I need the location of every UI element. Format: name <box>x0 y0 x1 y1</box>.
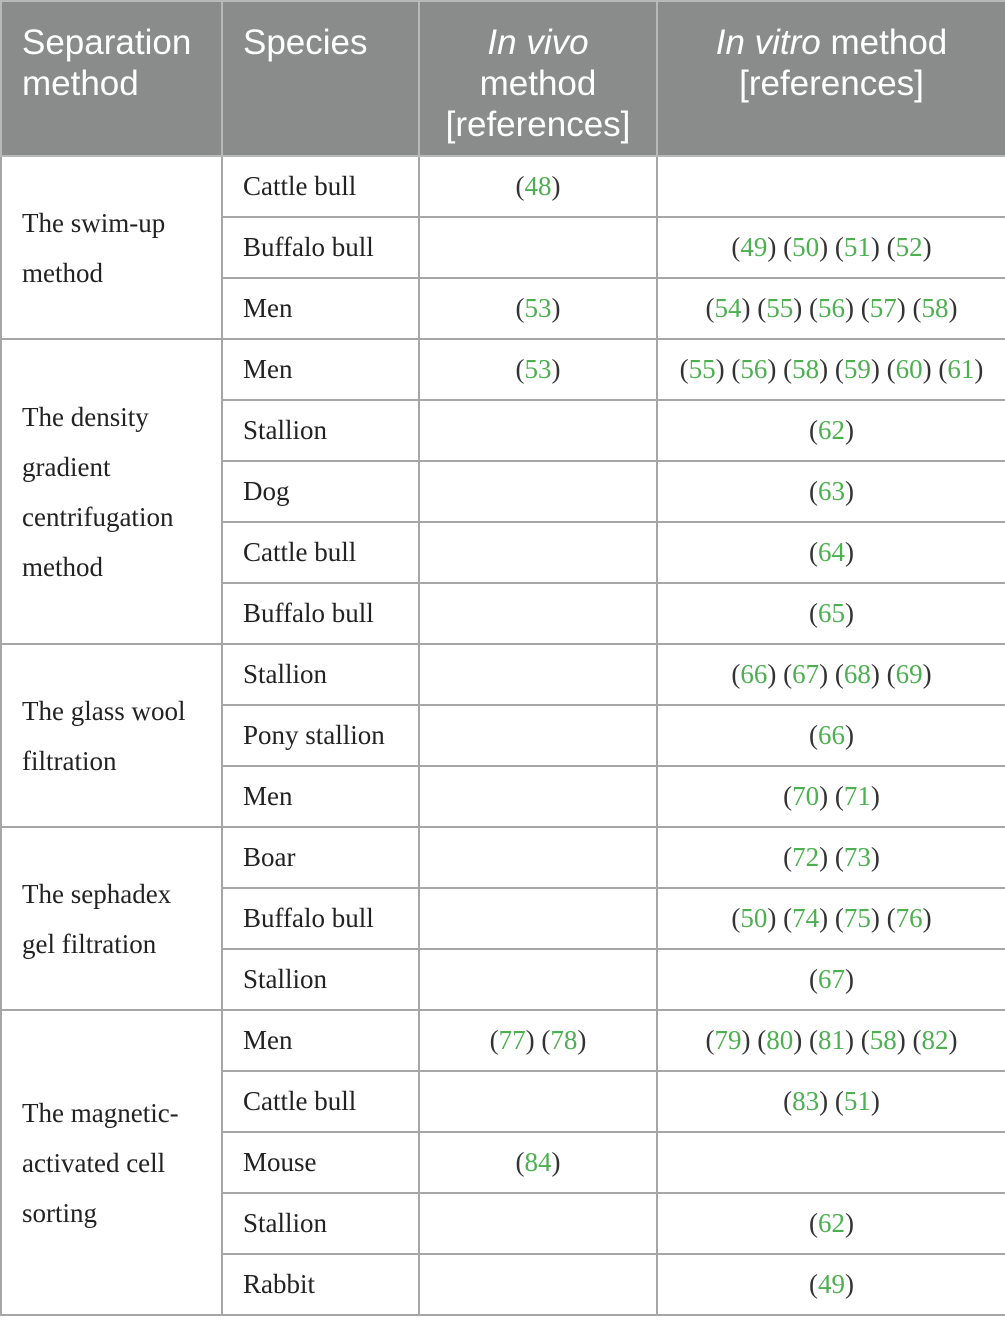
reference-citation: (51) <box>834 1086 880 1116</box>
reference-link[interactable]: 61 <box>947 354 975 384</box>
reference-link[interactable]: 62 <box>818 415 845 445</box>
reference-citation: (81) <box>809 1025 854 1055</box>
in-vivo-references-cell <box>419 339 657 400</box>
reference-citation: (56) <box>809 293 854 323</box>
reference-citation: (73) <box>834 842 880 872</box>
reference-link[interactable]: 66 <box>818 720 845 750</box>
reference-citation: (67) <box>783 659 829 689</box>
reference-citation: (66) <box>809 720 854 750</box>
species-cell: Men <box>222 766 419 827</box>
species-cell: Men <box>222 339 419 400</box>
in-vitro-references-cell <box>657 1010 1005 1071</box>
reference-link[interactable]: 77 <box>498 1025 526 1055</box>
reference-link[interactable]: 66 <box>740 659 768 689</box>
reference-link[interactable]: 72 <box>792 842 820 872</box>
in-vivo-references-cell <box>419 949 657 1010</box>
species-cell: Boar <box>222 827 419 888</box>
species-cell: Stallion <box>222 644 419 705</box>
reference-citation: (72) <box>783 842 829 872</box>
reference-citation: (71) <box>834 781 880 811</box>
reference-link[interactable]: 48 <box>524 171 552 201</box>
in-vivo-references-cell <box>419 400 657 461</box>
in-vivo-references-cell <box>419 644 657 705</box>
in-vitro-references-cell <box>657 278 1005 339</box>
in-vitro-references-cell <box>657 217 1005 278</box>
species-cell: Stallion <box>222 1193 419 1254</box>
in-vitro-references-cell <box>657 156 1005 217</box>
reference-link[interactable]: 55 <box>766 293 794 323</box>
reference-citation: (77) <box>489 1025 535 1055</box>
in-vivo-references-cell <box>419 1254 657 1315</box>
header-separation-method: Separation method <box>1 1 222 156</box>
reference-link[interactable]: 63 <box>818 476 845 506</box>
reference-citation: (63) <box>809 476 854 506</box>
species-cell: Dog <box>222 461 419 522</box>
in-vivo-references-cell <box>419 766 657 827</box>
separation-method-cell: The density gradient centrifugation method <box>1 339 222 644</box>
header-in-vivo-rest: method [references] <box>445 64 631 144</box>
reference-link[interactable]: 62 <box>818 1208 845 1238</box>
reference-citation: (66) <box>731 659 777 689</box>
reference-citation: (48) <box>515 171 561 201</box>
in-vitro-references-cell <box>657 461 1005 522</box>
reference-citation: (54) <box>705 293 751 323</box>
reference-citation: (53) <box>515 293 561 323</box>
species-cell: Stallion <box>222 400 419 461</box>
reference-citation: (70) <box>783 781 829 811</box>
reference-link[interactable]: 56 <box>818 293 845 323</box>
reference-link[interactable]: 67 <box>818 964 845 994</box>
reference-citation: (78) <box>541 1025 587 1055</box>
reference-citation: (65) <box>809 598 854 628</box>
species-cell: Pony stallion <box>222 705 419 766</box>
in-vivo-references-cell <box>419 1071 657 1132</box>
reference-link[interactable]: 74 <box>792 903 820 933</box>
reference-link[interactable]: 83 <box>792 1086 820 1116</box>
table-row <box>1 1010 1005 1071</box>
reference-link[interactable]: 59 <box>843 354 871 384</box>
reference-citation: (53) <box>515 354 561 384</box>
species-cell: Stallion <box>222 949 419 1010</box>
in-vitro-references-cell <box>657 522 1005 583</box>
reference-link[interactable]: 81 <box>818 1025 845 1055</box>
reference-link[interactable]: 78 <box>550 1025 578 1055</box>
reference-citation: (80) <box>757 1025 803 1055</box>
reference-link[interactable]: 51 <box>843 1086 871 1116</box>
in-vivo-references-cell <box>419 461 657 522</box>
reference-citation: (49) <box>809 1269 854 1299</box>
species-cell: Cattle bull <box>222 522 419 583</box>
species-cell: Buffalo bull <box>222 888 419 949</box>
reference-link[interactable]: 67 <box>792 659 820 689</box>
reference-link[interactable]: 54 <box>714 293 742 323</box>
reference-citation: (60) <box>886 354 932 384</box>
in-vivo-references-cell <box>419 217 657 278</box>
in-vivo-references-cell <box>419 522 657 583</box>
reference-link[interactable]: 50 <box>792 232 820 262</box>
reference-link[interactable]: 51 <box>843 232 871 262</box>
header-in-vivo <box>419 1 657 156</box>
in-vitro-references-cell <box>657 888 1005 949</box>
reference-link[interactable]: 58 <box>792 354 820 384</box>
table-row <box>1 156 1005 217</box>
reference-citation: (57) <box>860 293 906 323</box>
in-vivo-references-cell <box>419 278 657 339</box>
reference-citation: (68) <box>834 659 880 689</box>
reference-link[interactable]: 49 <box>818 1269 845 1299</box>
in-vivo-references-cell <box>419 583 657 644</box>
in-vivo-references-cell <box>419 156 657 217</box>
separation-method-cell: The swim-up method <box>1 156 222 339</box>
reference-link[interactable]: 52 <box>895 232 923 262</box>
reference-link[interactable]: 55 <box>688 354 716 384</box>
in-vivo-references-cell <box>419 888 657 949</box>
reference-link[interactable]: 53 <box>524 293 552 323</box>
reference-citation: (64) <box>809 537 854 567</box>
reference-citation: (75) <box>834 903 880 933</box>
reference-link[interactable]: 50 <box>740 903 768 933</box>
in-vivo-references-cell <box>419 1132 657 1193</box>
reference-link[interactable]: 53 <box>524 354 552 384</box>
separation-method-cell: The glass wool filtration <box>1 644 222 827</box>
species-cell: Buffalo bull <box>222 583 419 644</box>
reference-citation: (67) <box>809 964 854 994</box>
reference-link[interactable]: 73 <box>843 842 871 872</box>
header-in-vivo-italic: In vivo <box>487 23 589 62</box>
in-vivo-references-cell <box>419 1193 657 1254</box>
reference-citation: (83) <box>783 1086 829 1116</box>
reference-citation: (52) <box>886 232 932 262</box>
reference-citation: (62) <box>809 1208 854 1238</box>
reference-citation: (59) <box>834 354 880 384</box>
reference-citation: (84) <box>515 1147 561 1177</box>
in-vitro-references-cell <box>657 339 1005 400</box>
in-vitro-references-cell <box>657 400 1005 461</box>
species-cell: Cattle bull <box>222 156 419 217</box>
reference-citation: (51) <box>834 232 880 262</box>
reference-citation: (76) <box>886 903 932 933</box>
table-row <box>1 644 1005 705</box>
reference-link[interactable]: 58 <box>869 1025 897 1055</box>
species-cell: Mouse <box>222 1132 419 1193</box>
reference-link[interactable]: 82 <box>921 1025 949 1055</box>
reference-link[interactable]: 79 <box>714 1025 742 1055</box>
reference-link[interactable]: 56 <box>740 354 768 384</box>
reference-link[interactable]: 60 <box>895 354 923 384</box>
in-vitro-references-cell <box>657 705 1005 766</box>
reference-citation: (49) <box>731 232 777 262</box>
reference-citation: (58) <box>860 1025 906 1055</box>
reference-link[interactable]: 69 <box>895 659 923 689</box>
in-vivo-references-cell <box>419 827 657 888</box>
reference-citation: (82) <box>912 1025 958 1055</box>
reference-link[interactable]: 70 <box>792 781 820 811</box>
reference-citation: (62) <box>809 415 854 445</box>
reference-citation: (58) <box>783 354 829 384</box>
reference-link[interactable]: 64 <box>818 537 845 567</box>
in-vitro-references-cell <box>657 949 1005 1010</box>
reference-link[interactable]: 57 <box>869 293 897 323</box>
separation-method-cell: The sephadex gel filtration <box>1 827 222 1010</box>
reference-link[interactable]: 68 <box>843 659 871 689</box>
reference-link[interactable]: 80 <box>766 1025 794 1055</box>
reference-link[interactable]: 76 <box>895 903 923 933</box>
reference-citation: (58) <box>912 293 958 323</box>
in-vitro-references-cell <box>657 766 1005 827</box>
reference-citation: (61) <box>938 354 984 384</box>
in-vitro-references-cell <box>657 1193 1005 1254</box>
header-row <box>1 1 1005 156</box>
in-vitro-references-cell <box>657 583 1005 644</box>
in-vitro-references-cell <box>657 1071 1005 1132</box>
reference-link[interactable]: 75 <box>843 903 871 933</box>
reference-link[interactable]: 84 <box>524 1147 552 1177</box>
reference-link[interactable]: 71 <box>843 781 871 811</box>
table-row <box>1 339 1005 400</box>
header-in-vitro-italic: In vitro <box>715 23 821 62</box>
reference-citation: (79) <box>705 1025 751 1055</box>
header-in-vitro <box>657 1 1005 156</box>
in-vivo-references-cell <box>419 705 657 766</box>
reference-link[interactable]: 49 <box>740 232 768 262</box>
header-in-vitro-rest: method [references] <box>739 23 948 103</box>
reference-citation: (55) <box>679 354 725 384</box>
separation-method-cell: The magnetic-activated cell sorting <box>1 1010 222 1315</box>
in-vitro-references-cell <box>657 644 1005 705</box>
header-species: Species <box>222 1 419 156</box>
reference-citation: (50) <box>783 232 829 262</box>
species-cell: Rabbit <box>222 1254 419 1315</box>
table-body <box>1 156 1005 1315</box>
in-vivo-references-cell <box>419 1010 657 1071</box>
species-cell: Men <box>222 1010 419 1071</box>
reference-citation: (69) <box>886 659 932 689</box>
in-vitro-references-cell <box>657 827 1005 888</box>
species-cell: Cattle bull <box>222 1071 419 1132</box>
reference-link[interactable]: 58 <box>921 293 949 323</box>
reference-citation: (74) <box>783 903 829 933</box>
table-row <box>1 827 1005 888</box>
reference-link[interactable]: 65 <box>818 598 845 628</box>
species-cell: Buffalo bull <box>222 217 419 278</box>
species-cell: Men <box>222 278 419 339</box>
reference-citation: (56) <box>731 354 777 384</box>
in-vitro-references-cell <box>657 1132 1005 1193</box>
reference-citation: (55) <box>757 293 803 323</box>
reference-citation: (50) <box>731 903 777 933</box>
in-vitro-references-cell <box>657 1254 1005 1315</box>
